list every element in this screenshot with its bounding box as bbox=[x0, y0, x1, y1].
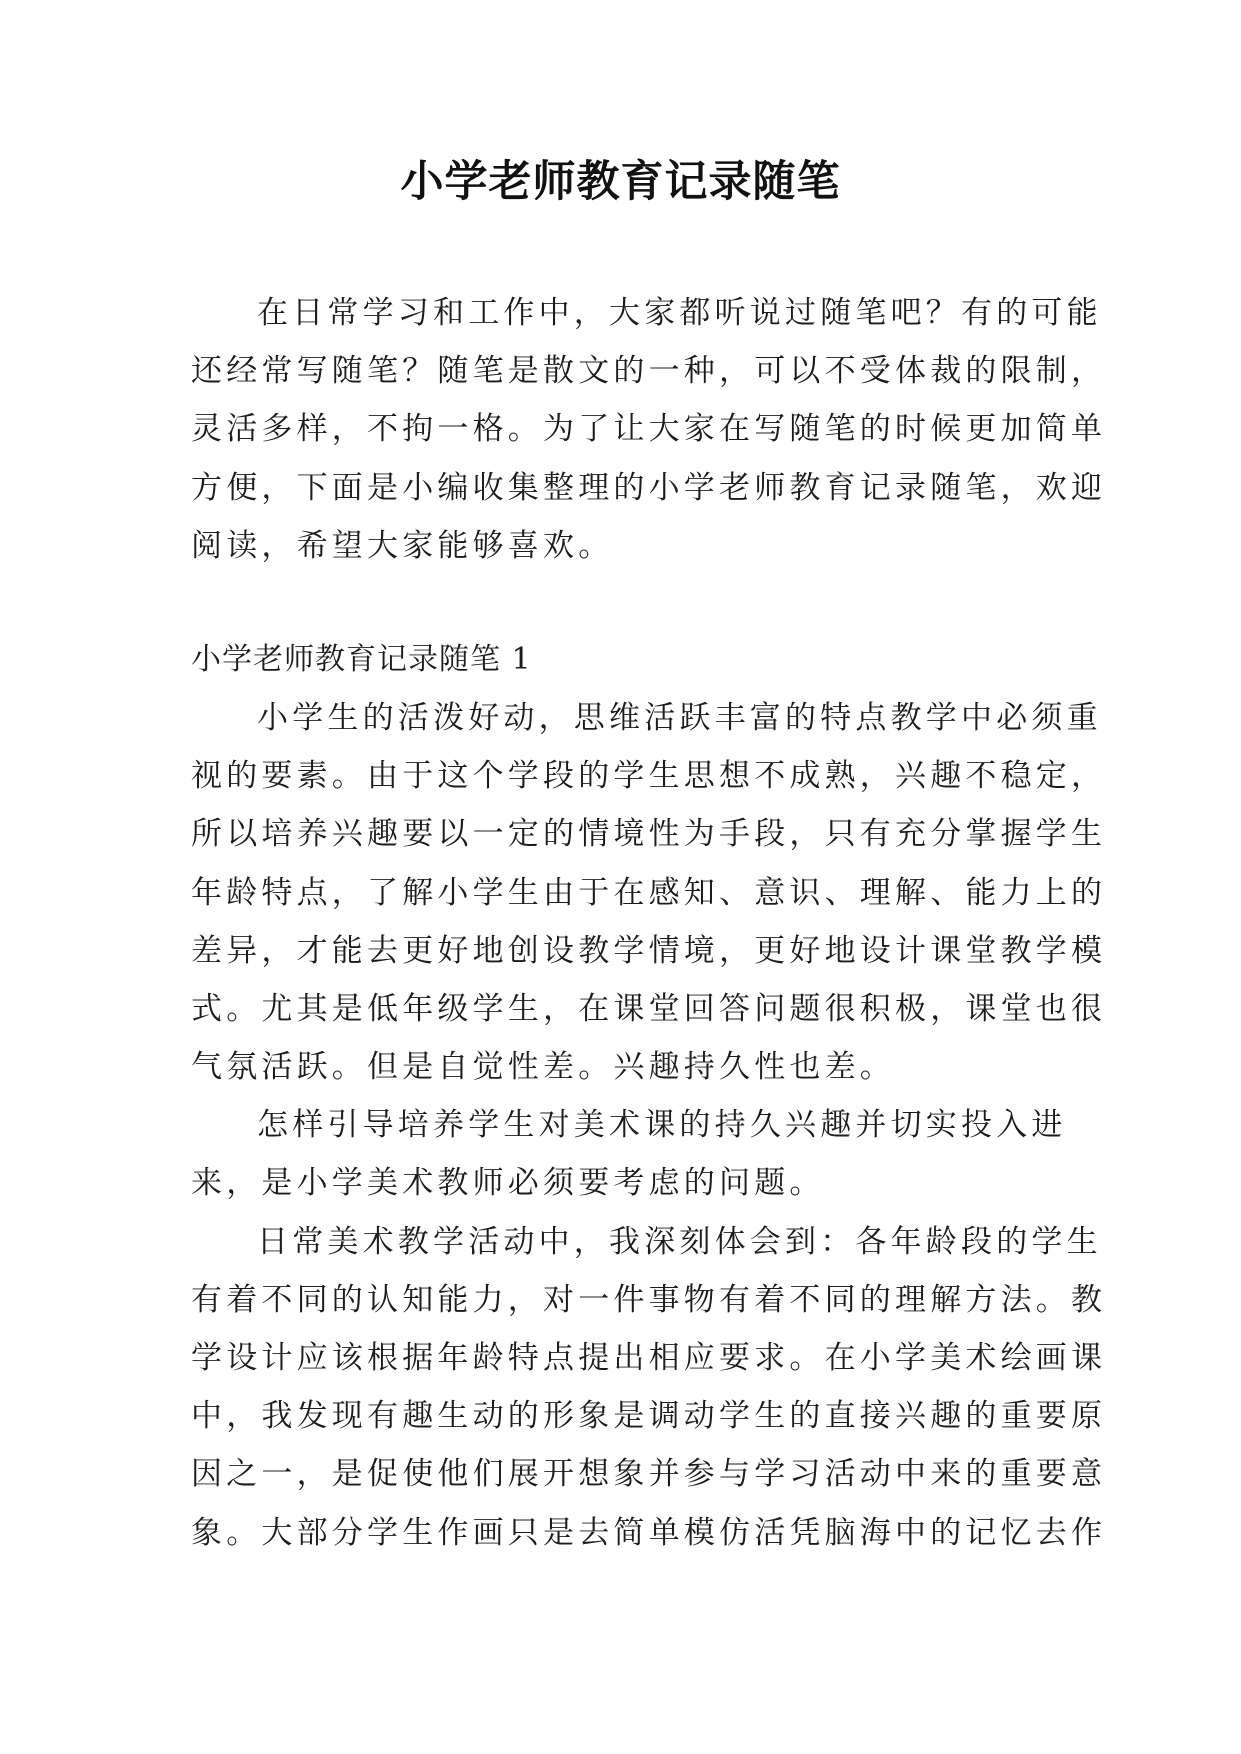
text-line: 怎样引导培养学生对美术课的持久兴趣并切实投入进 bbox=[257, 1107, 1067, 1144]
text-line: 日常美术教学活动中，我深刻体会到：各年龄段的学生 bbox=[257, 1223, 1102, 1260]
text-line: 方便，下面是小编收集整理的小学老师教育记录随笔，欢迎 bbox=[191, 469, 1107, 506]
text-line: 因之一，是促使他们展开想象并参与学习活动中来的重要意 bbox=[191, 1456, 1107, 1493]
text-line: 中，我发现有趣生动的形象是调动学生的直接兴趣的重要原 bbox=[191, 1398, 1107, 1435]
text-line: 视的要素。由于这个学段的学生思想不成熟，兴趣不稳定， bbox=[191, 758, 1107, 795]
text-line: 有着不同的认知能力，对一件事物有着不同的理解方法。教 bbox=[191, 1281, 1107, 1318]
document-body bbox=[191, 284, 1107, 1562]
text-line: 来，是小学美术教师必须要考虑的问题。 bbox=[191, 1165, 825, 1202]
paragraph-1 bbox=[191, 689, 1107, 1096]
text-line: 差异，才能去更好地创设教学情境，更好地设计课堂教学模 bbox=[191, 932, 1107, 969]
text-line: 在日常学习和工作中，大家都听说过随笔吧？有的可能 bbox=[257, 295, 1102, 331]
section-heading: 小学老师教育记录随笔 1 bbox=[191, 641, 532, 677]
text-line: 式。尤其是低年级学生，在课堂回答问题很积极，课堂也很 bbox=[191, 990, 1107, 1027]
text-line: 阅读，希望大家能够喜欢。 bbox=[191, 527, 614, 564]
paragraph-gap bbox=[191, 575, 1051, 631]
text-line: 还经常写随笔？随笔是散文的一种，可以不受体裁的限制， bbox=[191, 353, 1107, 390]
paragraph-2 bbox=[191, 1096, 1067, 1212]
text-line: 灵活多样，不拘一格。为了让大家在写随笔的时候更加简单 bbox=[191, 411, 1107, 448]
text-line: 小学生的活泼好动，思维活跃丰富的特点教学中必须重 bbox=[257, 699, 1102, 736]
text-line: 学设计应该根据年龄特点提出相应要求。在小学美术绘画课 bbox=[191, 1340, 1107, 1376]
document-title: 小学老师教育记录随笔 bbox=[400, 157, 841, 207]
text-line: 象。大部分学生作画只是去简单模仿活凭脑海中的记忆去作 bbox=[191, 1514, 1107, 1551]
paragraph-3 bbox=[191, 1213, 1107, 1562]
intro-paragraph bbox=[191, 284, 1107, 575]
text-line: 所以培养兴趣要以一定的情境性为手段，只有充分掌握学生 bbox=[191, 816, 1107, 853]
text-line: 气氛活跃。但是自觉性差。兴趣持久性也差。 bbox=[191, 1049, 895, 1086]
text-line: 年龄特点，了解小学生由于在感知、意识、理解、能力上的 bbox=[191, 874, 1107, 911]
